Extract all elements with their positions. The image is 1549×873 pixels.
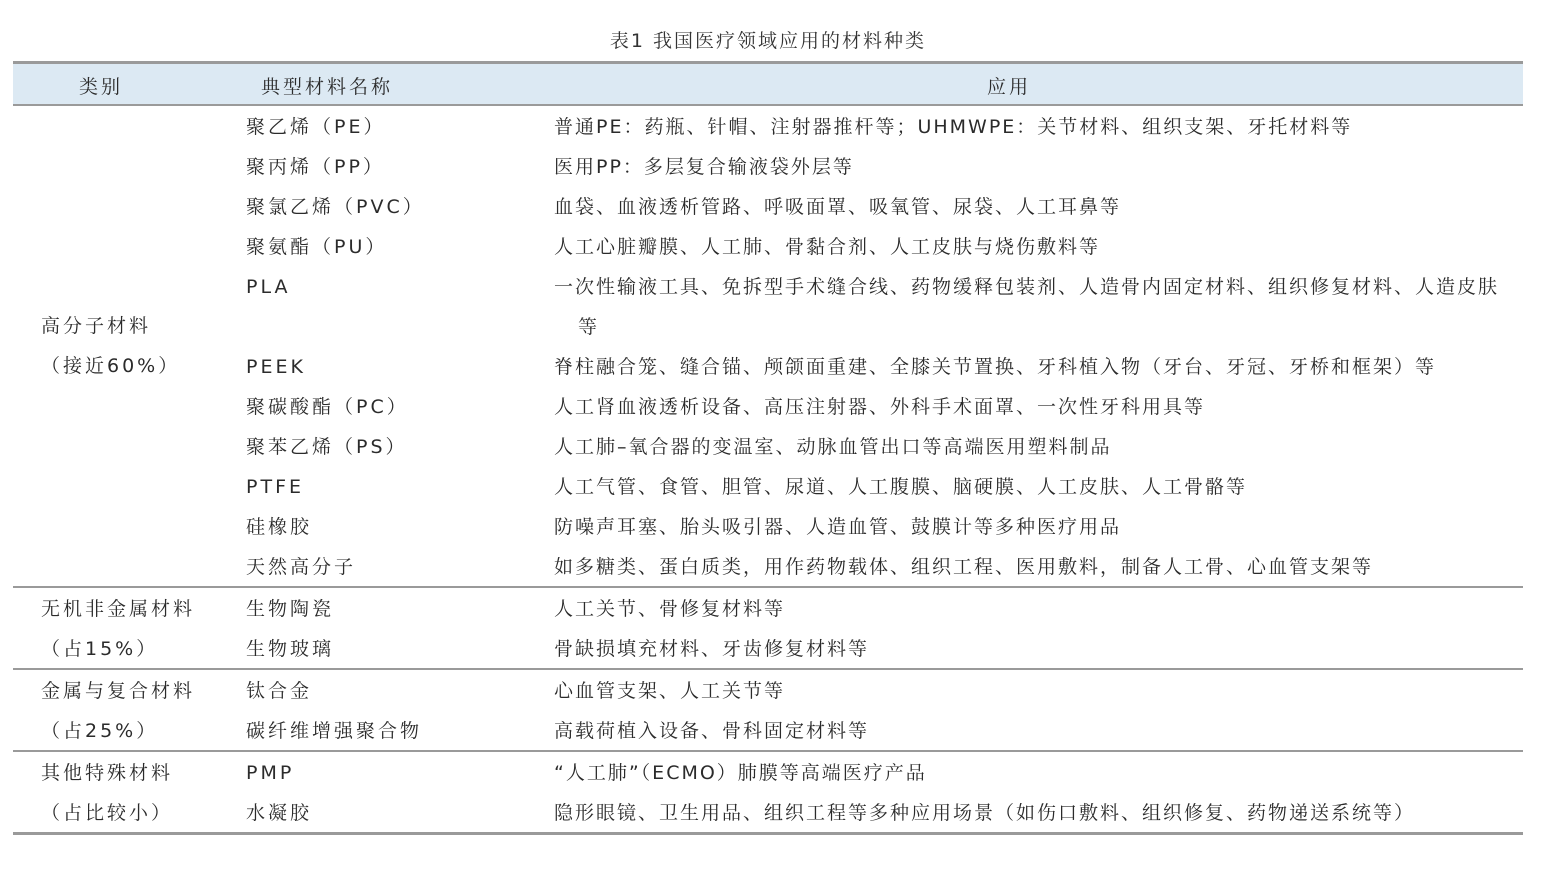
table-row [13, 793, 1523, 833]
table-row [13, 629, 1523, 669]
table-row [13, 107, 1523, 147]
material-application: 普通PE：药瓶、针帽、注射器推杆等；UHMWPE：关节材料、组织支架、牙托材料等 [554, 116, 1353, 138]
table-row [13, 347, 1523, 387]
material-application: 人工气管、食管、胆管、尿道、人工腹膜、脑硬膜、人工皮肤、人工骨骼等 [554, 476, 1248, 498]
table-row [13, 753, 1523, 793]
material-name: 聚碳酸酯（PC） [246, 396, 409, 418]
material-name: PTFE [246, 476, 304, 498]
material-application: 如多糖类、蛋白质类，用作药物载体、组织工程、医用敷料，制备人工骨、心血管支架等 [554, 556, 1374, 578]
material-name: 生物陶瓷 [246, 598, 335, 620]
material-application: 人工肺–氧合器的变温室、动脉血管出口等高端医用塑料制品 [554, 436, 1112, 458]
material-application: 一次性输液工具、免拆型手术缝合线、药物缓释包装剂、人造骨内固定材料、组织修复材料、人造皮肤等 [554, 276, 1500, 338]
material-name: 生物玻璃 [246, 638, 335, 660]
material-name: 聚丙烯（PP） [246, 156, 385, 178]
material-application: 隐形眼镜、卫生用品、组织工程等多种应用场景（如伤口敷料、组织修复、药物递送系统等） [554, 802, 1416, 824]
material-name: 碳纤维增强聚合物 [246, 720, 423, 742]
material-application: 血袋、血液透析管路、呼吸面罩、吸氧管、尿袋、人工耳鼻等 [554, 196, 1122, 218]
material-name: 水凝胶 [246, 802, 313, 824]
header-material: 典型材料名称 [261, 76, 394, 98]
material-name: 天然高分子 [246, 556, 357, 578]
material-application: 脊柱融合笼、缝合锚、颅颌面重建、全膝关节置换、牙科植入物（牙台、牙冠、牙桥和框架）等 [554, 356, 1437, 378]
table-row [13, 427, 1523, 467]
material-name: 硅橡胶 [246, 516, 313, 538]
group-metal-composite [13, 668, 1523, 750]
material-name: 聚乙烯（PE） [246, 116, 386, 138]
group-inorganic [13, 586, 1523, 668]
table-row [13, 711, 1523, 751]
table-row [13, 467, 1523, 507]
table-row [13, 671, 1523, 711]
category-name: 金属与复合材料 [41, 680, 196, 702]
material-application: 心血管支架、人工关节等 [554, 680, 786, 702]
material-name: PEEK [246, 356, 306, 378]
material-application: 人工心脏瓣膜、人工肺、骨黏合剂、人工皮肤与烧伤敷料等 [554, 236, 1101, 258]
material-name: 聚氯乙烯（PVC） [246, 196, 425, 218]
material-application: 人工关节、骨修复材料等 [554, 598, 786, 620]
material-application: 骨缺损填充材料、牙齿修复材料等 [554, 638, 870, 660]
material-application: “人工肺”（ECMO）肺膜等高端医疗产品 [554, 762, 927, 784]
material-application: 医用PP：多层复合输液袋外层等 [554, 156, 854, 178]
material-name: PMP [246, 762, 295, 784]
header-category: 类别 [79, 76, 124, 98]
category-name: 无机非金属材料 [41, 598, 196, 620]
table-row [13, 547, 1523, 587]
category-share: （占比较小） [41, 802, 174, 824]
category-share: （占25%） [41, 720, 159, 742]
category-share: （占15%） [41, 638, 159, 660]
group-other-special [13, 750, 1523, 832]
material-name: PLA [246, 276, 291, 298]
table-header [13, 64, 1523, 106]
material-name: 钛合金 [246, 680, 313, 702]
table-row [13, 589, 1523, 629]
material-name: 聚苯乙烯（PS） [246, 436, 408, 458]
group-polymer [13, 106, 1523, 586]
table-row [13, 227, 1523, 267]
material-application: 防噪声耳塞、胎头吸引器、人造血管、鼓膜计等多种医疗用品 [554, 516, 1122, 538]
table-row [13, 147, 1523, 187]
table-row [13, 507, 1523, 547]
category-name: 高分子材料 [41, 315, 152, 337]
category-share: （接近60%） [41, 355, 181, 377]
material-name: 聚氨酯（PU） [246, 236, 388, 258]
material-application: 高载荷植入设备、骨科固定材料等 [554, 720, 870, 742]
header-application: 应用 [987, 76, 1032, 98]
material-application: 人工肾血液透析设备、高压注射器、外科手术面罩、一次性牙科用具等 [554, 396, 1206, 418]
table-row [13, 267, 1523, 347]
table-row [13, 187, 1523, 227]
table-row [13, 387, 1523, 427]
table-caption: 表1 我国医疗领域应用的材料种类 [609, 30, 927, 52]
materials-table [13, 61, 1523, 835]
category-name: 其他特殊材料 [41, 762, 174, 784]
